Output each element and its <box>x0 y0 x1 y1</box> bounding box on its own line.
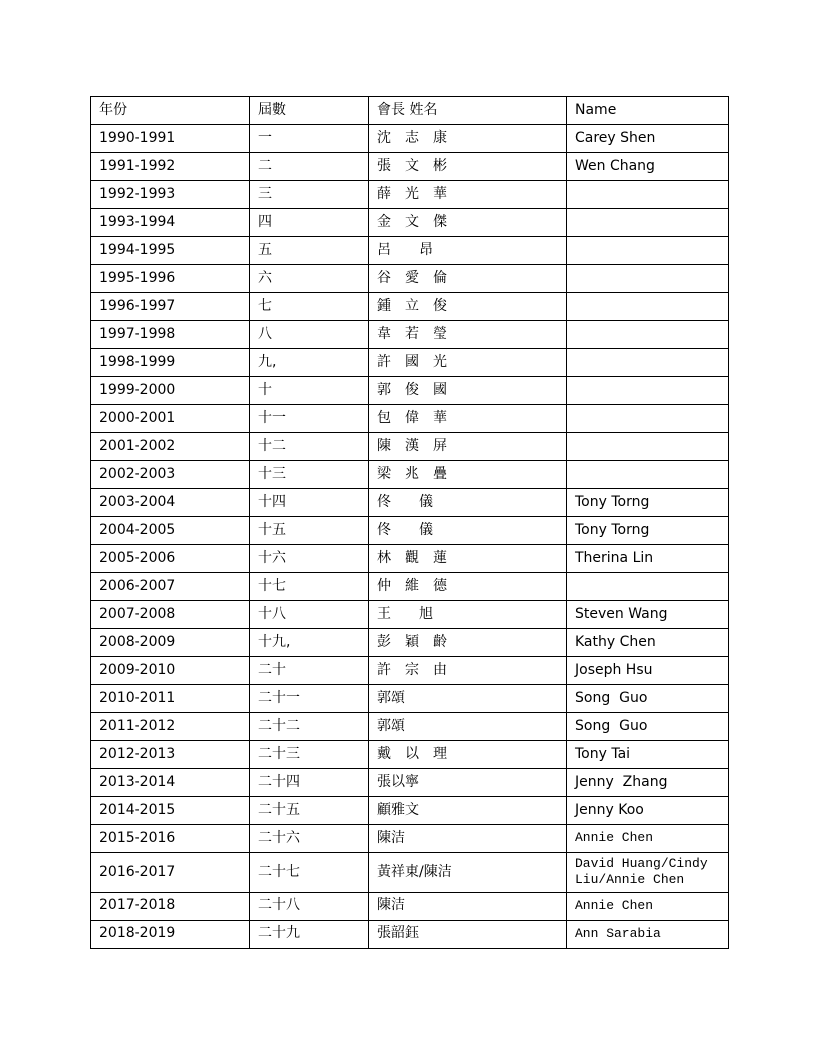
year-cell: 2001-2002 <box>91 433 250 461</box>
table-row <box>91 741 729 769</box>
president-cell: 薛 光 華 <box>369 181 567 209</box>
president-cell: 顧雅文 <box>369 797 567 825</box>
year-cell: 2015-2016 <box>91 825 250 853</box>
term-cell: 七 <box>250 293 369 321</box>
name-cell: Tony Tai <box>567 741 729 769</box>
name-cell <box>567 405 729 433</box>
term-cell: 二十六 <box>250 825 369 853</box>
name-cell <box>567 349 729 377</box>
term-cell: 二十七 <box>250 853 369 893</box>
year-cell: 2013-2014 <box>91 769 250 797</box>
table-row <box>91 265 729 293</box>
name-cell <box>567 293 729 321</box>
term-cell: 十四 <box>250 489 369 517</box>
name-cell: Therina Lin <box>567 545 729 573</box>
table-row <box>91 825 729 853</box>
name-cell <box>567 209 729 237</box>
table-row <box>91 461 729 489</box>
table-row <box>91 853 729 893</box>
president-cell: 鍾 立 俊 <box>369 293 567 321</box>
name-cell <box>567 181 729 209</box>
table-row <box>91 797 729 825</box>
president-cell: 彭 穎 齡 <box>369 629 567 657</box>
president-cell: 陳洁 <box>369 825 567 853</box>
term-cell: 十 <box>250 377 369 405</box>
president-cell: 張 文 彬 <box>369 153 567 181</box>
table-row <box>91 153 729 181</box>
table-row <box>91 573 729 601</box>
president-cell: 林 觀 蓮 <box>369 545 567 573</box>
year-cell: 2018-2019 <box>91 920 250 948</box>
column-header-term: 屆數 <box>250 97 369 125</box>
year-cell: 1997-1998 <box>91 321 250 349</box>
table-row <box>91 125 729 153</box>
president-cell: 呂 昂 <box>369 237 567 265</box>
term-cell: 二 <box>250 153 369 181</box>
term-cell: 二十一 <box>250 685 369 713</box>
president-cell: 張以寧 <box>369 769 567 797</box>
name-cell: Steven Wang <box>567 601 729 629</box>
table-row <box>91 293 729 321</box>
table-row <box>91 517 729 545</box>
year-cell: 1996-1997 <box>91 293 250 321</box>
table-row <box>91 209 729 237</box>
name-cell: Ann Sarabia <box>567 920 729 948</box>
name-cell: Jenny Koo <box>567 797 729 825</box>
name-cell: Annie Chen <box>567 892 729 920</box>
table-row <box>91 545 729 573</box>
name-cell: Carey Shen <box>567 125 729 153</box>
table-row <box>91 713 729 741</box>
table-row <box>91 892 729 920</box>
year-cell: 1995-1996 <box>91 265 250 293</box>
year-cell: 1990-1991 <box>91 125 250 153</box>
term-cell: 六 <box>250 265 369 293</box>
president-cell: 包 偉 華 <box>369 405 567 433</box>
table-row <box>91 657 729 685</box>
table-row <box>91 489 729 517</box>
term-cell: 一 <box>250 125 369 153</box>
name-cell: Tony Torng <box>567 517 729 545</box>
table-row <box>91 237 729 265</box>
president-cell: 郭頌 <box>369 685 567 713</box>
year-cell: 2012-2013 <box>91 741 250 769</box>
president-cell: 沈 志 康 <box>369 125 567 153</box>
year-cell: 1991-1992 <box>91 153 250 181</box>
president-cell: 谷 愛 倫 <box>369 265 567 293</box>
president-cell: 仲 維 德 <box>369 573 567 601</box>
term-cell: 十一 <box>250 405 369 433</box>
term-cell: 十七 <box>250 573 369 601</box>
name-cell <box>567 433 729 461</box>
term-cell: 二十九 <box>250 920 369 948</box>
name-cell: Tony Torng <box>567 489 729 517</box>
term-cell: 十五 <box>250 517 369 545</box>
year-cell: 2005-2006 <box>91 545 250 573</box>
year-cell: 2008-2009 <box>91 629 250 657</box>
president-cell: 郭 俊 國 <box>369 377 567 405</box>
table-row <box>91 433 729 461</box>
name-cell: Kathy Chen <box>567 629 729 657</box>
column-header-president: 會長 姓名 <box>369 97 567 125</box>
name-cell <box>567 321 729 349</box>
year-cell: 2003-2004 <box>91 489 250 517</box>
table-row <box>91 377 729 405</box>
year-cell: 2007-2008 <box>91 601 250 629</box>
table-row <box>91 405 729 433</box>
term-cell: 二十二 <box>250 713 369 741</box>
name-cell <box>567 265 729 293</box>
year-cell: 2004-2005 <box>91 517 250 545</box>
year-cell: 2010-2011 <box>91 685 250 713</box>
term-cell: 四 <box>250 209 369 237</box>
president-cell: 許 國 光 <box>369 349 567 377</box>
president-cell: 張韶鈺 <box>369 920 567 948</box>
president-cell: 金 文 傑 <box>369 209 567 237</box>
president-cell: 韋 若 瑩 <box>369 321 567 349</box>
term-cell: 二十五 <box>250 797 369 825</box>
year-cell: 2006-2007 <box>91 573 250 601</box>
year-cell: 1999-2000 <box>91 377 250 405</box>
year-cell: 2016-2017 <box>91 853 250 893</box>
name-cell <box>567 461 729 489</box>
presidents-table <box>90 96 729 949</box>
year-cell: 1998-1999 <box>91 349 250 377</box>
term-cell: 五 <box>250 237 369 265</box>
year-cell: 2017-2018 <box>91 892 250 920</box>
name-cell: Song Guo <box>567 713 729 741</box>
table-row <box>91 181 729 209</box>
year-cell: 2009-2010 <box>91 657 250 685</box>
table-row <box>91 769 729 797</box>
president-cell: 陳洁 <box>369 892 567 920</box>
president-cell: 黃祥東/陳洁 <box>369 853 567 893</box>
table-row <box>91 601 729 629</box>
term-cell: 八 <box>250 321 369 349</box>
president-cell: 戴 以 理 <box>369 741 567 769</box>
term-cell: 三 <box>250 181 369 209</box>
year-cell: 2011-2012 <box>91 713 250 741</box>
table-row <box>91 321 729 349</box>
table-row <box>91 685 729 713</box>
president-cell: 郭頌 <box>369 713 567 741</box>
term-cell: 十九, <box>250 629 369 657</box>
term-cell: 十三 <box>250 461 369 489</box>
term-cell: 十六 <box>250 545 369 573</box>
name-cell: Song Guo <box>567 685 729 713</box>
president-cell: 佟 儀 <box>369 517 567 545</box>
term-cell: 九, <box>250 349 369 377</box>
year-cell: 1994-1995 <box>91 237 250 265</box>
name-cell: Joseph Hsu <box>567 657 729 685</box>
term-cell: 二十三 <box>250 741 369 769</box>
year-cell: 2002-2003 <box>91 461 250 489</box>
table-row <box>91 920 729 948</box>
header-row <box>91 97 729 125</box>
name-cell: Jenny Zhang <box>567 769 729 797</box>
term-cell: 二十八 <box>250 892 369 920</box>
name-cell: David Huang/Cindy Liu/Annie Chen <box>567 853 729 893</box>
president-cell: 許 宗 由 <box>369 657 567 685</box>
table-row <box>91 629 729 657</box>
term-cell: 二十四 <box>250 769 369 797</box>
president-cell: 陳 漢 屏 <box>369 433 567 461</box>
name-cell: Wen Chang <box>567 153 729 181</box>
year-cell: 1993-1994 <box>91 209 250 237</box>
year-cell: 2000-2001 <box>91 405 250 433</box>
name-cell <box>567 377 729 405</box>
column-header-year: 年份 <box>91 97 250 125</box>
table-row <box>91 349 729 377</box>
term-cell: 十八 <box>250 601 369 629</box>
year-cell: 2014-2015 <box>91 797 250 825</box>
name-cell: Annie Chen <box>567 825 729 853</box>
term-cell: 二十 <box>250 657 369 685</box>
year-cell: 1992-1993 <box>91 181 250 209</box>
president-cell: 王 旭 <box>369 601 567 629</box>
president-cell: 梁 兆 疊 <box>369 461 567 489</box>
president-cell: 佟 儀 <box>369 489 567 517</box>
name-cell <box>567 573 729 601</box>
term-cell: 十二 <box>250 433 369 461</box>
column-header-name: Name <box>567 97 729 125</box>
name-cell <box>567 237 729 265</box>
